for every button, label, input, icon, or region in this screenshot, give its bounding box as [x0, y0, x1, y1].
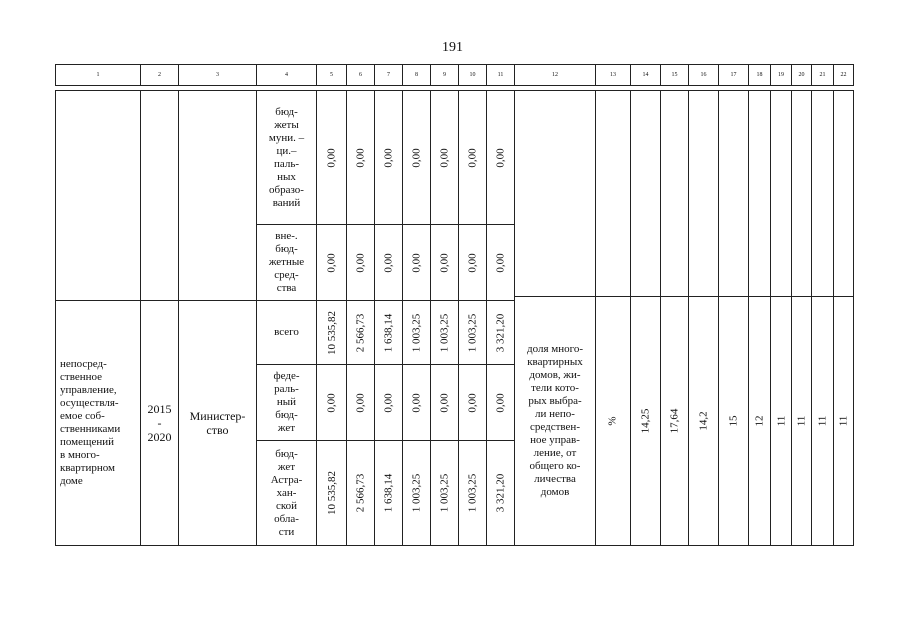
funding-value: 0,00: [382, 252, 395, 273]
funding-value: 0,00: [382, 392, 395, 413]
funding-value-cell: [402, 440, 431, 546]
column-number-header: 20: [791, 64, 812, 86]
funding-source-cell: феде- раль- ный бюд- жет: [256, 364, 317, 441]
indicator-value-cell: [688, 296, 719, 546]
funding-value-cell: [486, 90, 515, 225]
funding-value-cell: [430, 224, 459, 301]
column-number-header: 11: [486, 64, 515, 86]
continued-indicator-cell: [791, 90, 812, 297]
funding-value-cell: [374, 224, 403, 301]
funding-value-cell: [316, 440, 347, 546]
continued-indicator-cell: [811, 90, 834, 297]
column-number-header: 14: [630, 64, 661, 86]
column-number-header: 7: [374, 64, 403, 86]
period-dash: -: [157, 416, 162, 430]
funding-value: 0,00: [494, 392, 507, 413]
funding-value-cell: [346, 300, 375, 365]
funding-value-cell: [374, 300, 403, 365]
funding-value: 3 321,20: [494, 473, 507, 513]
continued-indicator-cell: [770, 90, 792, 297]
funding-value-cell: [374, 90, 403, 225]
funding-value-cell: [346, 364, 375, 441]
indicator-value-cell: [748, 296, 771, 546]
continued-indicator-cell: [514, 90, 596, 297]
funding-value: 0,00: [438, 252, 451, 273]
column-number-header: 17: [718, 64, 749, 86]
continued-indicator-cell: [718, 90, 749, 297]
funding-value-cell: [402, 90, 431, 225]
funding-value: 1 003,25: [466, 473, 479, 513]
funding-value: 0,00: [410, 252, 423, 273]
continued-period-cell: [140, 90, 179, 301]
column-number-header: 9: [430, 64, 459, 86]
funding-value: 0,00: [354, 147, 367, 168]
funding-value: 0,00: [438, 392, 451, 413]
column-number-header: 16: [688, 64, 719, 86]
indicator-value: 11: [837, 415, 850, 427]
funding-value: 1 003,25: [410, 473, 423, 513]
column-number-header: 3: [178, 64, 257, 86]
funding-value-cell: [402, 224, 431, 301]
funding-value-cell: [486, 364, 515, 441]
funding-value: 3 321,20: [494, 313, 507, 352]
funding-value-cell: [430, 90, 459, 225]
funding-value: 0,00: [325, 252, 338, 273]
indicator-value: 11: [775, 415, 787, 427]
indicator-value-cell: [833, 296, 854, 546]
continued-indicator-cell: [833, 90, 854, 297]
funding-value: 1 003,25: [438, 473, 451, 513]
funding-value: 0,00: [325, 392, 338, 413]
funding-value: 0,00: [354, 252, 367, 273]
funding-value-cell: [374, 364, 403, 441]
continued-indicator-cell: [595, 90, 631, 297]
indicator-value: 11: [816, 415, 829, 427]
column-number-header: 21: [811, 64, 834, 86]
funding-value-cell: [458, 364, 487, 441]
column-number-header: 13: [595, 64, 631, 86]
column-number-header: 12: [514, 64, 596, 86]
funding-value: 1 638,14: [382, 473, 395, 513]
funding-value: 1 003,25: [438, 313, 451, 352]
indicator-value-cell: [770, 296, 792, 546]
column-number-header: 6: [346, 64, 375, 86]
funding-value: 0,00: [466, 147, 479, 168]
indicator-value: 14,2: [697, 411, 710, 431]
funding-value: 0,00: [382, 147, 395, 168]
continued-indicator-cell: [660, 90, 689, 297]
funding-value-cell: [458, 90, 487, 225]
indicator-value: 12: [753, 415, 766, 427]
column-number-header: 2: [140, 64, 179, 86]
column-number-header: 10: [458, 64, 487, 86]
column-number-header: 4: [256, 64, 317, 86]
continued-measure-cell: [55, 90, 141, 301]
funding-value-cell: [316, 90, 347, 225]
funding-value: 1 003,25: [466, 313, 479, 352]
column-number-header: 22: [833, 64, 854, 86]
funding-value: 0,00: [410, 392, 423, 413]
page-number: 191: [442, 40, 463, 55]
funding-value-cell: [316, 364, 347, 441]
continued-indicator-cell: [748, 90, 771, 297]
funding-value: 0,00: [494, 252, 507, 273]
funding-value-cell: [346, 90, 375, 225]
funding-value: 2 566,73: [354, 313, 367, 352]
funding-value: 0,00: [325, 147, 338, 168]
funding-source-cell: вне-. бюд- жетные сред- ства: [256, 224, 317, 301]
indicator-name-cell: доля много- квартирных домов, жи- тели кото- рых выбра- ли непо- средствен- ное управ- ление, от общего ко- личества домов: [514, 296, 596, 546]
funding-value-cell: [430, 440, 459, 546]
period-cell: [140, 300, 179, 546]
funding-source-cell: всего: [256, 300, 317, 365]
column-number-header: 18: [748, 64, 771, 86]
period-end: 2020: [147, 430, 172, 444]
indicator-value-cell: [718, 296, 749, 546]
funding-value: 0,00: [438, 147, 451, 168]
funding-value: 1 638,14: [382, 313, 395, 352]
unit-cell: [595, 296, 631, 546]
funding-value-cell: [486, 440, 515, 546]
funding-value: 0,00: [410, 147, 423, 168]
indicator-value-cell: [660, 296, 689, 546]
funding-source-cell: бюд- жет Астра- хан- ской обла- сти: [256, 440, 317, 546]
funding-value-cell: [346, 440, 375, 546]
indicator-value: 14,25: [639, 408, 652, 434]
continued-executor-cell: [178, 90, 257, 301]
continued-indicator-cell: [688, 90, 719, 297]
funding-value-cell: [346, 224, 375, 301]
funding-value: 10 535,82: [325, 310, 338, 355]
funding-source-cell: бюд- жеты муни. – ци.– паль- ных образо- ваний: [256, 90, 317, 225]
funding-value: 0,00: [494, 147, 507, 168]
funding-value: 0,00: [466, 392, 479, 413]
indicator-value-cell: [791, 296, 812, 546]
funding-value-cell: [458, 440, 487, 546]
funding-value-cell: [402, 364, 431, 441]
funding-value: 1 003,25: [410, 313, 423, 352]
funding-value-cell: [458, 300, 487, 365]
indicator-value-cell: [630, 296, 661, 546]
funding-value: 0,00: [466, 252, 479, 273]
funding-value-cell: [402, 300, 431, 365]
column-number-header: 19: [770, 64, 792, 86]
indicator-value: 11: [795, 415, 808, 427]
funding-value-cell: [316, 300, 347, 365]
column-number-header: 8: [402, 64, 431, 86]
column-number-header: 15: [660, 64, 689, 86]
column-number-header: 5: [316, 64, 347, 86]
indicator-value: 17,64: [668, 408, 681, 434]
funding-value-cell: [316, 224, 347, 301]
funding-value: 2 566,73: [354, 473, 367, 513]
funding-value-cell: [458, 224, 487, 301]
funding-value-cell: [430, 364, 459, 441]
funding-value-cell: [486, 300, 515, 365]
funding-value: 10 535,82: [325, 471, 338, 515]
funding-value-cell: [374, 440, 403, 546]
column-number-header: 1: [55, 64, 141, 86]
measure-name-cell: непосред- ственное управление, осуществля- емое соб- ственниками помещений в много- квартирном доме: [55, 300, 141, 546]
executor-cell: Министер- ство: [178, 300, 257, 546]
indicator-value: 15: [727, 415, 740, 427]
funding-value-cell: [486, 224, 515, 301]
indicator-value-cell: [811, 296, 834, 546]
funding-value: 0,00: [354, 392, 367, 413]
unit-value: %: [606, 416, 619, 426]
funding-value-cell: [430, 300, 459, 365]
period-start: 2015: [147, 402, 172, 416]
continued-indicator-cell: [630, 90, 661, 297]
